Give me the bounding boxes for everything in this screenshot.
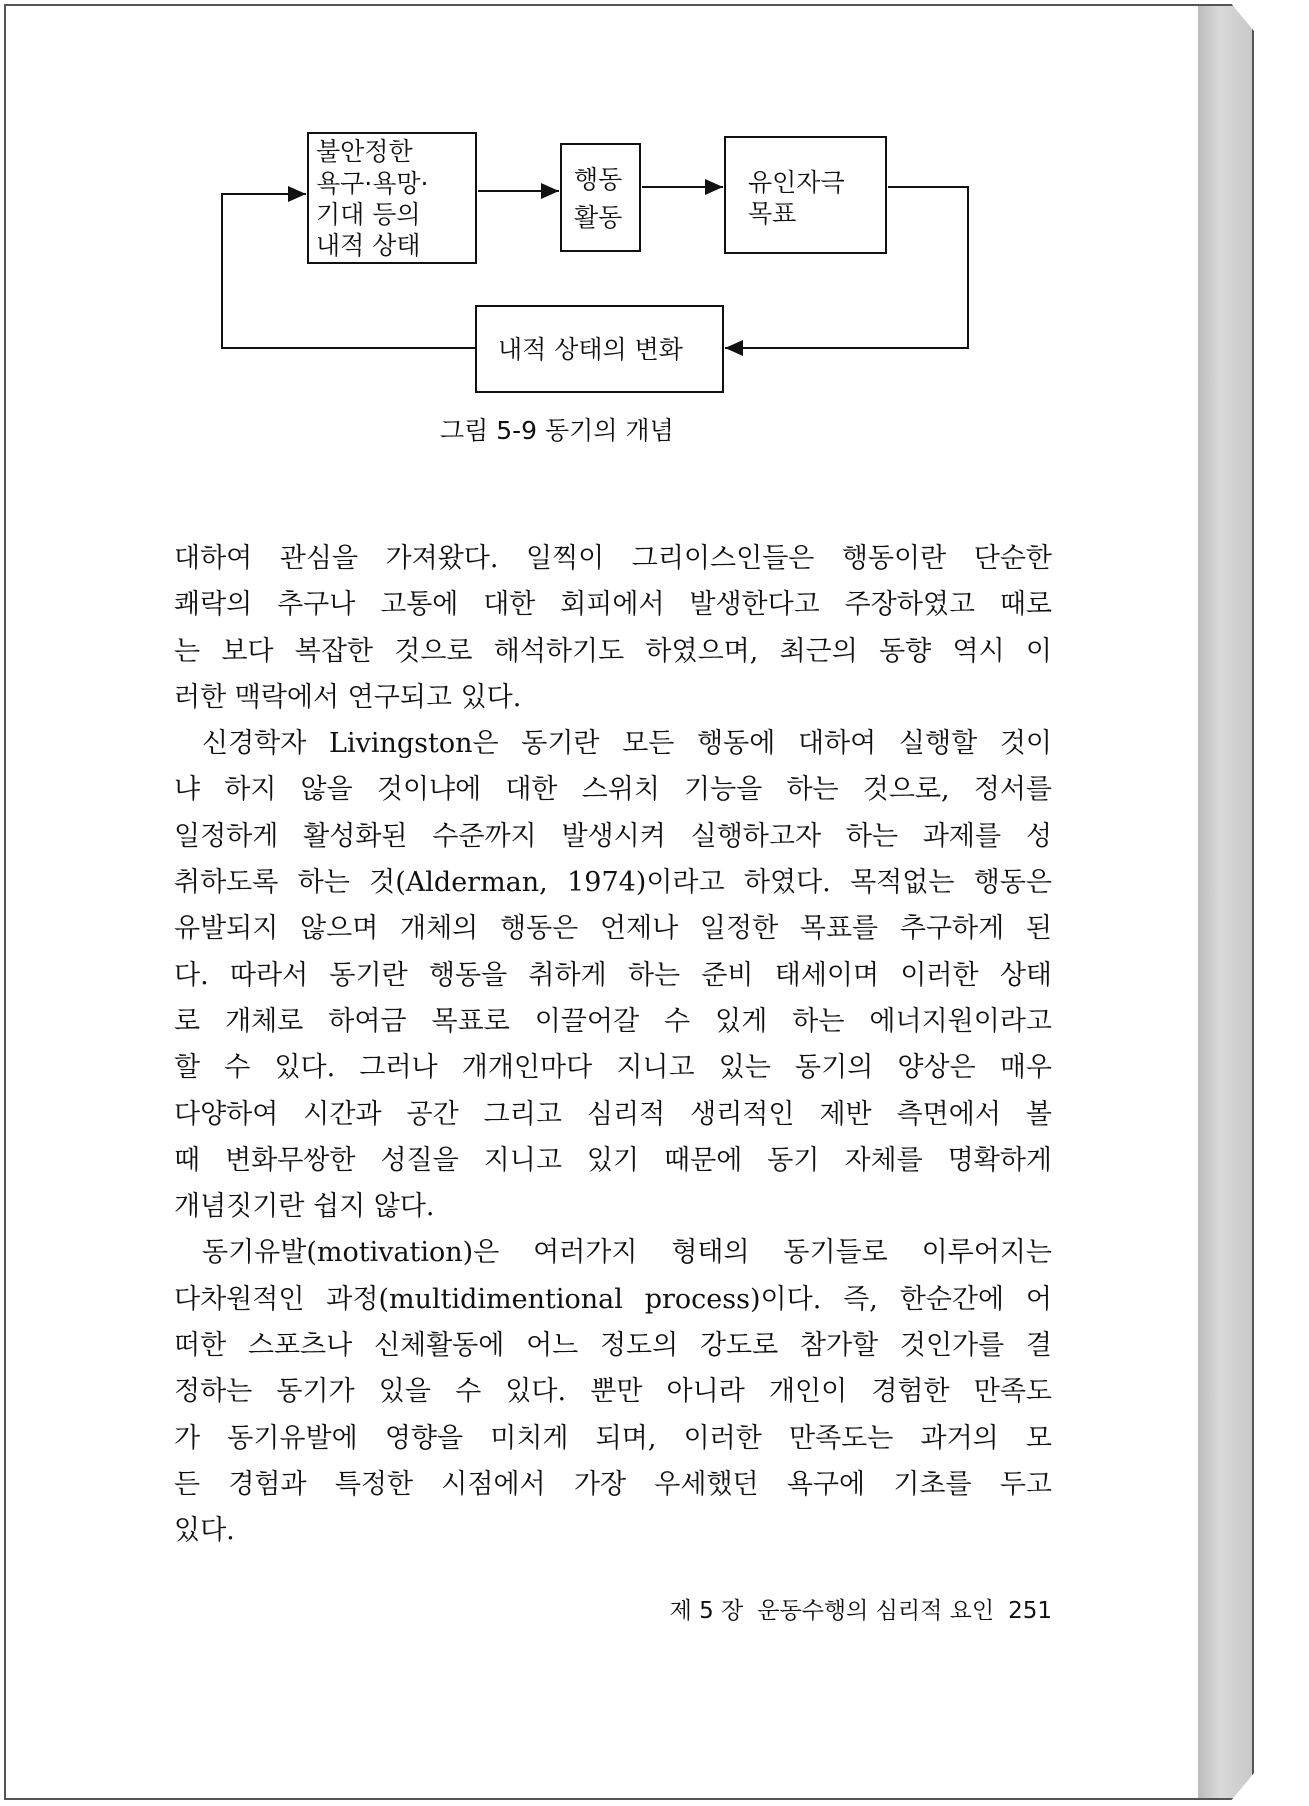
body-line: 일정하게 활성화된 수준까지 발생시켜 실행하고자 하는 과제를 성 — [174, 820, 1052, 852]
box3-line-2: 목표 — [748, 199, 797, 228]
body-line: 신경학자 Livingston은 동기란 모든 행동에 대하여 실행할 것이 — [202, 728, 1052, 760]
box1-line-4: 내적 상태 — [316, 231, 421, 260]
motivation-concept-diagram — [0, 0, 1309, 420]
body-line: 가 동기유발에 영향을 미치게 되며, 이러한 만족도는 과거의 모 — [174, 1422, 1052, 1454]
body-line: 러한 맥락에서 연구되고 있다. — [174, 681, 522, 713]
body-line: 취하도록 하는 것(Alderman, 1974)이라고 하였다. 목적없는 행동은 — [174, 867, 1052, 899]
body-line: 있다. — [174, 1515, 235, 1547]
body-line: 할 수 있다. 그러나 개개인마다 지니고 있는 동기의 양상은 매우 — [174, 1052, 1052, 1084]
chapter-title: 운동수행의 심리적 요인 — [757, 1598, 995, 1624]
body-line: 든 경험과 특정한 시점에서 가장 우세했던 욕구에 기초를 두고 — [174, 1468, 1052, 1500]
body-line: 동기유발(motivation)은 여러가지 형태의 동기들로 이루어지는 — [202, 1237, 1052, 1269]
page-footer — [620, 1592, 1052, 1625]
page-number: 251 — [1008, 1598, 1052, 1624]
box1-line-3: 기대 등의 — [316, 200, 421, 229]
body-line: 정하는 동기가 있을 수 있다. 뿐만 아니라 개인이 경험한 만족도 — [174, 1376, 1052, 1408]
box2-line-2: 활동 — [574, 203, 623, 232]
diagram-box-behavior — [561, 144, 640, 251]
box3-line-1: 유인자극 — [748, 168, 845, 197]
body-text — [174, 536, 1052, 1555]
body-line: 유발되지 않으며 개체의 행동은 언제나 일정한 목표를 추구하게 된 — [174, 913, 1052, 945]
figure-caption: 그림 5-9 동기의 개념 — [440, 416, 674, 445]
body-line: 다. 따라서 동기란 행동을 취하게 하는 준비 태세이며 이러한 상태 — [174, 959, 1052, 991]
body-line: 때 변화무쌍한 성질을 지니고 있기 때문에 동기 자체를 명확하게 — [174, 1144, 1052, 1176]
box1-line-1: 불안정한 — [316, 137, 413, 166]
chapter-label: 제 5 장 — [669, 1598, 744, 1624]
box1-line-2: 욕구·욕망· — [316, 169, 429, 198]
body-line: 쾌락의 추구나 고통에 대한 회피에서 발생한다고 주장하였고 때로 — [174, 589, 1052, 621]
body-line: 는 보다 복잡한 것으로 해석하기도 하였으며, 최근의 동향 역시 이 — [174, 635, 1052, 667]
box4-label: 내적 상태의 변화 — [498, 335, 683, 364]
body-line: 냐 하지 않을 것이냐에 대한 스위치 기능을 하는 것으로, 정서를 — [174, 774, 1052, 806]
body-line: 개념짓기란 쉽지 않다. — [174, 1191, 435, 1223]
box2-line-1: 행동 — [574, 165, 623, 194]
body-line: 떠한 스포츠나 신체활동에 어느 정도의 강도로 참가할 것인가를 결 — [174, 1330, 1052, 1362]
body-line: 다양하여 시간과 공간 그리고 심리적 생리적인 제반 측면에서 볼 — [174, 1098, 1052, 1130]
body-line: 다차원적인 과정(multidimentional process)이다. 즉, 한순간에 어 — [174, 1283, 1052, 1315]
body-line: 대하여 관심을 가져왔다. 일찍이 그리이스인들은 행동이란 단순한 — [174, 543, 1052, 574]
body-line: 로 개체로 하여금 목표로 이끌어갈 수 있게 하는 에너지원이라고 — [174, 1005, 1052, 1037]
